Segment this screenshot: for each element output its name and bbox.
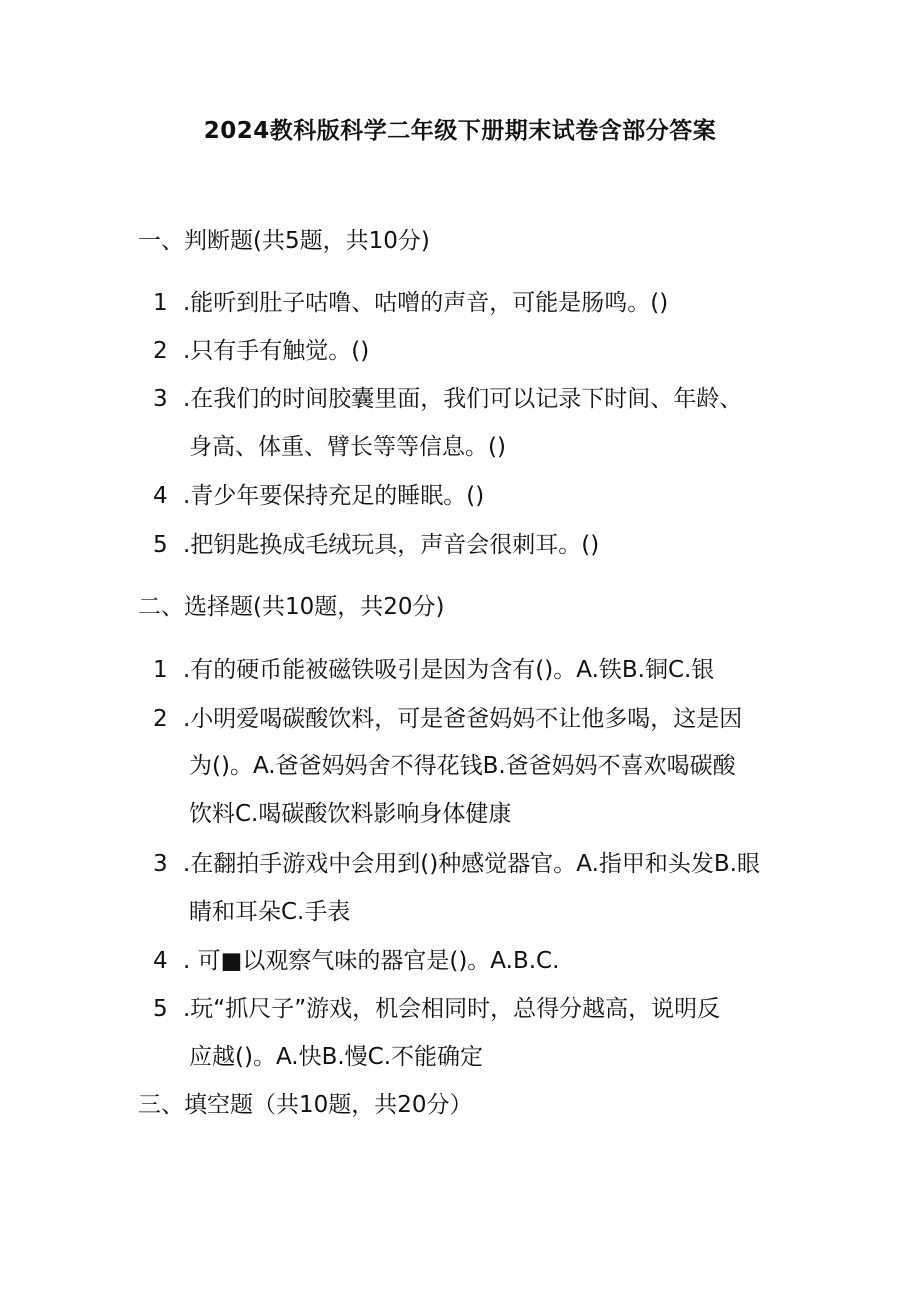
question-number: 1 [153,290,168,316]
question-text-continued: 为()。A.爸爸妈妈舍不得花钱B.爸爸妈妈不喜欢喝碳酸 [189,753,736,779]
question-text: .在我们的时间胶囊里面，我们可以记录下时间、年龄、 [183,386,743,412]
question-text-continued: 饮料C.喝碳酸饮料影响身体健康 [189,801,512,827]
question-item [153,700,742,733]
question-text-continued: 睛和耳朵C.手表 [189,899,351,925]
question-item [153,284,668,317]
question-text: .在翻拍手游戏中会用到()种感觉器官。A.指甲和头发B.眼 [183,851,760,877]
question-number: 3 [153,851,168,877]
question-item [153,942,559,975]
question-item [153,651,714,684]
question-item [153,526,599,559]
question-number: 4 [153,483,168,509]
question-text: .只有手有触觉。() [183,338,370,364]
question-number: 5 [153,996,168,1022]
question-number: 2 [153,338,168,364]
question-text: .玩“抓尺子”游戏，机会相同时，总得分越高，说明反 [183,996,721,1022]
question-text-continued: 身高、体重、臂长等等信息。() [189,434,506,460]
section-heading-fill-in-blank: 三、填空题（共10题，共20分） [138,1092,473,1118]
question-number: 4 [153,948,168,974]
question-number: 2 [153,706,168,732]
question-text: .有的硬币能被磁铁吸引是因为含有()。A.铁B.铜C.银 [183,657,715,683]
question-item [153,990,720,1023]
document-title: 2024教科版科学二年级下册期末试卷含部分答案 [203,118,717,144]
question-text: .能听到肚子咕噜、咕噌的声音，可能是肠鸣。() [183,290,669,316]
section-heading-true-false: 一、判断题(共5题，共10分) [138,228,430,254]
question-number: 1 [153,657,168,683]
question-text: .青少年要保持充足的睡眠。() [183,483,485,509]
question-text: .小明爱喝碳酸饮料，可是爸爸妈妈不让他多喝，这是因 [183,706,743,732]
question-item [153,845,760,878]
question-item [153,380,742,413]
question-number: 3 [153,386,168,412]
question-text: . 可■以观察气味的器官是()。A.B.C. [183,948,560,974]
section-heading-multiple-choice: 二、选择题(共10题，共20分) [138,594,445,620]
question-text: .把钥匙换成毛绒玩具，声音会很刺耳。() [183,532,600,558]
question-text-continued: 应越()。A.快B.慢C.不能确定 [189,1044,484,1070]
question-item [153,332,369,365]
question-item [153,477,484,510]
question-number: 5 [153,532,168,558]
